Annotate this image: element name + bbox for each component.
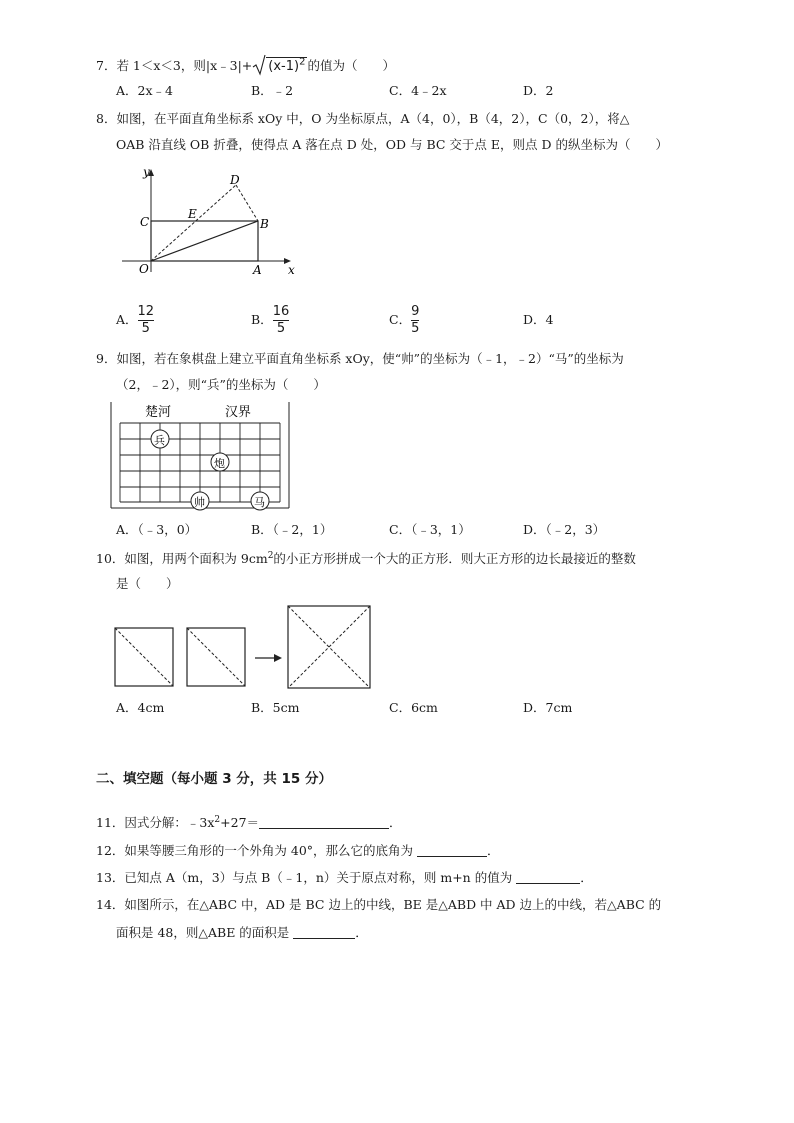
q11-number: 11． xyxy=(96,815,125,831)
q12-answer-blank[interactable] xyxy=(417,844,487,857)
label-y: y xyxy=(143,165,150,179)
choice-letter: A． xyxy=(116,311,138,327)
sqrt-radicand: (x-1) xyxy=(268,59,300,74)
question-12 xyxy=(96,844,500,858)
q7-choice-b[interactable]: B．﹣2 xyxy=(251,83,294,98)
fraction xyxy=(138,305,155,335)
q8-choice-d[interactable] xyxy=(523,314,553,327)
label-o: O xyxy=(139,262,149,276)
label-b: B xyxy=(260,217,269,231)
question-13 xyxy=(96,871,593,885)
q7-choice-d[interactable]: D．2 xyxy=(523,83,554,98)
question-8-line-1 xyxy=(96,113,629,126)
choice-value: 4 xyxy=(545,312,554,327)
river-label-left: 楚河 xyxy=(145,405,172,420)
q10-stem-part-a: 如图，用两个面积为 9cm xyxy=(124,551,268,567)
question-9-line-1 xyxy=(96,353,624,366)
piece-shuai-label: 帅 xyxy=(194,496,205,509)
q8-choice-a[interactable] xyxy=(116,305,154,335)
label-e: E xyxy=(188,207,197,221)
q12-stem: 如果等腰三角形的一个外角为 40°，那么它的底角为 xyxy=(124,843,414,858)
q8-choice-c[interactable] xyxy=(389,305,419,335)
q7-stem-post: 的值为（ ） xyxy=(307,58,395,73)
segment-ob xyxy=(151,221,258,261)
piece-pao-label: 炮 xyxy=(214,457,225,470)
q11-period: ． xyxy=(389,815,402,831)
q8-stem-line-2: OAB 沿直线 OB 折叠，使得点 A 落在点 D 处，OD 与 BC 交于点 E，则点 D 的纵坐标为（ ） xyxy=(116,137,668,152)
q10-choice-c[interactable]: C．6cm xyxy=(389,700,438,715)
q10-choice-a[interactable]: A．4cm xyxy=(116,700,165,715)
q9-choice-c[interactable]: C．（﹣3，1） xyxy=(389,522,471,537)
q9-choice-d[interactable]: D．（﹣2，3） xyxy=(523,522,606,537)
segment-od xyxy=(151,185,236,261)
choice-letter: B． xyxy=(251,311,273,327)
piece-ma-label: 马 xyxy=(254,496,265,509)
q7-stem-pre: 若 1＜x＜3，则|x﹣3|+ xyxy=(116,58,253,73)
q7-choice-a[interactable]: A．2x﹣4 xyxy=(116,83,173,98)
q13-period: ． xyxy=(580,870,593,885)
q7-choice-c[interactable]: C．4﹣2x xyxy=(389,83,447,98)
q14-number: 14． xyxy=(96,897,125,912)
question-14-line-1 xyxy=(96,899,661,912)
q8-coordinate-figure xyxy=(110,160,310,280)
small-square-2-diagonal xyxy=(187,628,245,686)
numerator: 9 xyxy=(411,304,420,319)
piece-bing-label: 兵 xyxy=(154,434,165,447)
section-2-title: 二、填空题（每小题 3 分，共 15 分） xyxy=(96,771,332,787)
q14-answer-blank[interactable] xyxy=(293,926,355,939)
choice-letter: C． xyxy=(389,311,412,327)
chess-board-figure xyxy=(108,400,294,512)
segment-db xyxy=(236,185,258,221)
q10-number: 10． xyxy=(96,551,125,567)
q11-stem-post: +27＝ xyxy=(220,815,260,831)
board-grid xyxy=(120,423,280,502)
q14-stem-line-2: 面积是 48，则△ABE 的面积是 xyxy=(116,925,290,940)
q8-stem-line-1: 如图，在平面直角坐标系 xOy 中，O 为坐标原点，A（4，0），B（4，2），C（0，2），将△ xyxy=(116,111,630,126)
q11-superscript: 2 xyxy=(214,815,221,825)
q9-choice-a[interactable]: A．（﹣3，0） xyxy=(116,522,198,537)
sqrt-expression xyxy=(252,54,307,76)
q9-choice-b[interactable]: B．（﹣2，1） xyxy=(251,522,333,537)
q8-number: 8． xyxy=(96,111,117,126)
label-c: C xyxy=(140,215,150,229)
q14-stem-line-1: 如图所示，在△ABC 中，AD 是 BC 边上的中线，BE 是△ABD 中 AD 边上的中线，若△ABC 的 xyxy=(124,897,662,912)
numerator: 12 xyxy=(137,304,155,319)
numerator: 16 xyxy=(272,304,290,319)
q9-number: 9． xyxy=(96,351,117,366)
right-arrow-icon xyxy=(274,654,282,662)
q11-stem-pre: 因式分解：﹣3x xyxy=(124,815,215,831)
q13-stem: 已知点 A（m，3）与点 B（﹣1，n）关于原点对称，则 m+n 的值为 xyxy=(124,870,513,885)
question-14-line-2 xyxy=(116,926,368,940)
squares-figure xyxy=(110,600,380,692)
q12-period: ． xyxy=(487,843,500,858)
fraction xyxy=(411,305,419,335)
q9-stem-line-1: 如图，若在象棋盘上建立平面直角坐标系 xOy，使“帅”的坐标为（﹣1，﹣2）“马”的坐标为 xyxy=(116,351,624,366)
q10-superscript: 2 xyxy=(267,551,274,561)
question-7 xyxy=(96,54,395,76)
label-x: x xyxy=(288,263,295,277)
river-label-right: 汉界 xyxy=(225,405,252,420)
q13-answer-blank[interactable] xyxy=(516,871,580,884)
sqrt-exponent: 2 xyxy=(299,56,306,68)
q7-number: 7． xyxy=(96,58,117,73)
q10-stem-line-2: 是（ ） xyxy=(116,576,179,591)
q13-number: 13． xyxy=(96,870,125,885)
denominator: 5 xyxy=(276,320,286,336)
fraction xyxy=(273,305,290,335)
q11-answer-blank[interactable] xyxy=(259,816,389,829)
q10-stem-part-b: 的小正方形拼成一个大的正方形．则大正方形的边长最接近的整数 xyxy=(273,551,636,567)
small-square-1-diagonal xyxy=(115,628,173,686)
q10-choice-b[interactable]: B．5cm xyxy=(251,700,300,715)
question-11 xyxy=(96,816,402,830)
choice-letter: D． xyxy=(523,312,546,327)
q12-number: 12． xyxy=(96,843,125,858)
q9-stem-line-2: （2，﹣2），则“兵”的坐标为（ ） xyxy=(116,377,326,392)
denominator: 5 xyxy=(141,320,150,336)
denominator: 5 xyxy=(411,320,420,336)
radical-sign-icon xyxy=(252,54,266,76)
label-d: D xyxy=(230,173,240,187)
q8-choice-b[interactable] xyxy=(251,305,289,335)
q14-period: ． xyxy=(355,925,368,940)
label-a: A xyxy=(253,263,262,277)
question-10-line-1 xyxy=(96,552,636,566)
q10-choice-d[interactable]: D．7cm xyxy=(523,700,573,715)
